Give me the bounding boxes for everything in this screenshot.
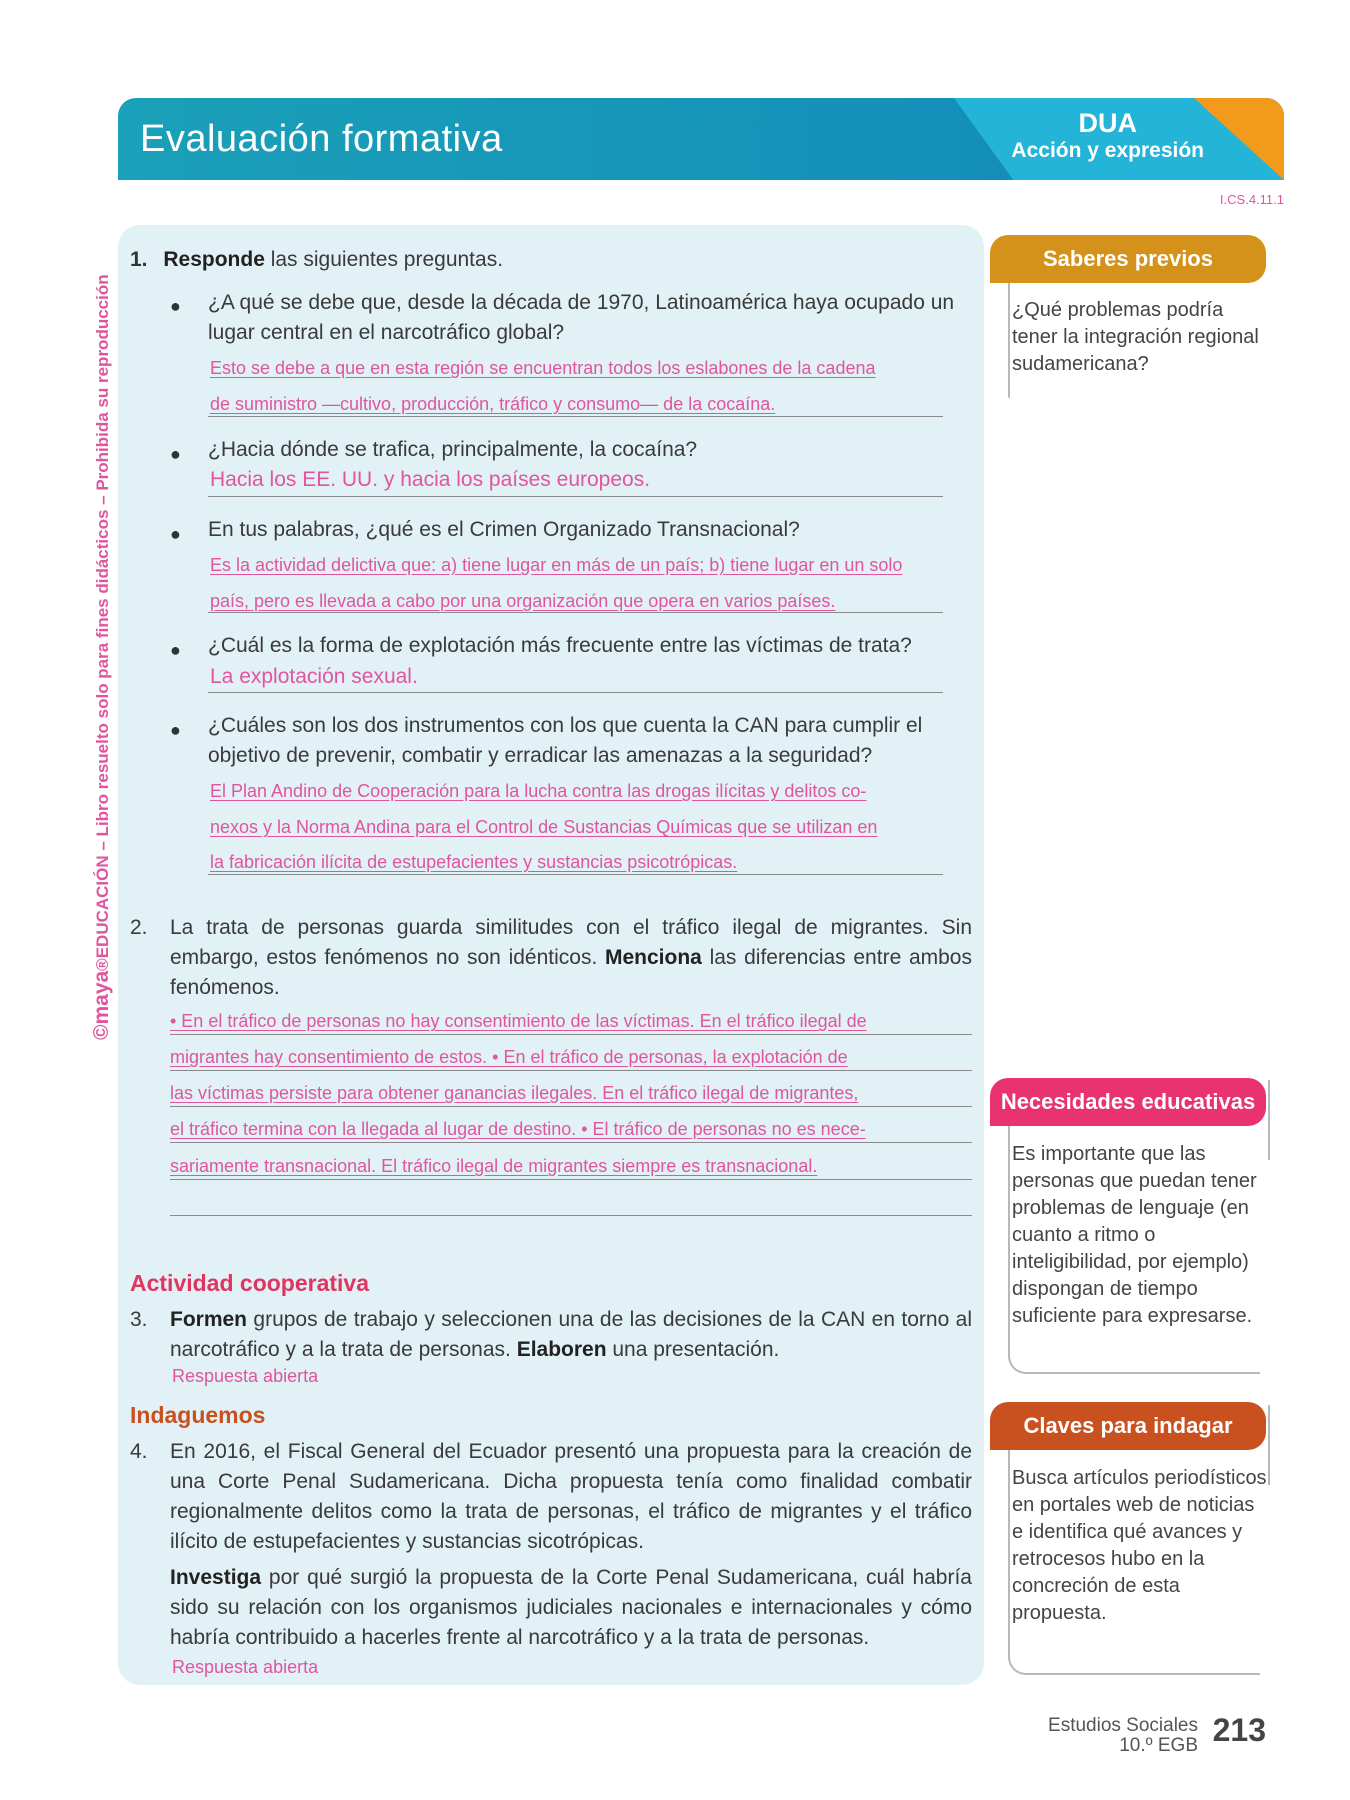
answer-line [208,612,943,613]
question-text: las siguientes preguntas. [264,248,504,271]
bullet-icon: ● [170,640,181,660]
q1-item-3-answer-line-2: país, pero es llevada a cabo por una organización que opera en varios países. [210,591,836,611]
q2-answer-line-3: las víctimas persiste para obtener ganancias ilegales. En el tráfico ilegal de migrantes, [170,1083,859,1103]
q3-answer: Respuesta abierta [172,1366,319,1386]
page-title: Evaluación formativa [140,118,503,160]
page-number: 213 [1212,1712,1266,1748]
q1-item-2-question: ¿Hacia dónde se trafica, principalmente, la cocaína? [208,438,698,461]
question-number: 4. [130,1440,148,1463]
q1-item-5-answer-line-3: la fabricación ilícita de estupefacientes y sustancias psicotrópicas. [210,852,738,872]
dua-label [1011,108,1204,164]
answer-line [208,692,943,693]
q1-item-1-question: ¿A qué se debe que, desde la década de 1970, Latinoamérica haya ocupado un lugar central en el narcotráfico global? [208,291,955,344]
question-4-text: En 2016, el Fiscal General del Ecuador presentó una propuesta para la creación de una Corte Penal Sudamericana. Dicha propuesta tenía como finalidad combatir regionalmente delitos como la trata de personas, el tráfico de migrantes y el tráfico ilícito de estupefacientes y sustancias sicotrópicas. [170,1440,972,1553]
bullet-icon: ● [170,720,181,740]
q2-answer-line-4: el tráfico termina con la llegada al lugar de destino. • El tráfico de personas no es nece- [170,1119,866,1139]
answer-line [170,1034,972,1035]
q2-answer-line-2: migrantes hay consentimiento de estos. • En el tráfico de personas, la explotación de [170,1047,848,1067]
answer-line [170,1179,972,1180]
question-2-end: las diferencias entre ambos fenómenos. [170,946,972,999]
q1-item-5-question: ¿Cuáles son los dos instrumentos con los que cuenta la CAN para cumplir el objetivo de prevenir, combatir y erradicar las amenazas a la seguridad? [208,714,923,767]
dua-title: DUA [1078,108,1137,138]
sidebar-title-research-tips: Claves para indagar [990,1402,1266,1450]
question-4-task [170,1563,972,1653]
side-credit [90,274,114,1040]
answer-line [170,1142,972,1143]
question-4-task-body: por qué surgió la propuesta de la Corte Penal Sudamericana, cuál habría sido su relación con los organismos judiciales nacionales e internacionales y cómo habría contribuido a hacerles frente al narcotráfico y a la trata de personas. [170,1566,972,1649]
question-3-text [170,1305,972,1365]
section-title-cooperative: Actividad cooperativa [130,1270,370,1296]
indicator-code: I.CS.4.11.1 [1219,192,1284,207]
q4-answer: Respuesta abierta [172,1657,319,1677]
q1-item-1-answer-line-2: de suministro —cultivo, producción, tráfico y consumo— de la cocaína. [210,394,776,414]
brand-logo: ©maya [90,970,113,1040]
bullet-icon: ● [170,524,181,544]
question-2-text [170,913,972,1003]
section-title-research: Indaguemos [130,1402,266,1428]
question-number: 3. [130,1308,148,1331]
question-2-intro: La trata de personas guarda similitudes con el tráfico ilegal de migrantes. Sin embargo, estos fenómenos no son idénticos. [170,916,972,969]
q1-item-2-answer: Hacia los EE. UU. y hacia los países europeos. [210,468,651,491]
header-banner [118,98,1284,180]
q1-item-4-answer: La explotación sexual. [210,665,418,688]
bullet-icon: ● [170,444,181,464]
sidebar-text-research-tips: Busca artículos periodísticos en portales web de noticias e identifica qué avances y retrocesos hubo en la concreción de esta propuesta. [1012,1467,1267,1624]
question-verb: Formen [170,1308,248,1331]
credit-text: ®EDUCACIÓN – Libro resuelto solo para fines didácticos – Prohibida su reproducción [93,274,112,971]
q1-item-5-answer-line-1: El Plan Andino de Cooperación para la lucha contra las drogas ilícitas y delitos co- [210,781,867,801]
answer-line [208,874,943,875]
answer-line [208,496,943,497]
question-number: 2. [130,916,148,939]
question-verb: Elaboren [516,1338,607,1361]
footer-grade: 10.º EGB [1119,1735,1198,1756]
answer-line [170,1106,972,1107]
answer-line [208,416,943,417]
q1-item-5-answer-line-2: nexos y la Norma Andina para el Control de Sustancias Químicas que se utilizan en [210,817,878,837]
sidebar-title-prior-knowledge: Saberes previos [990,235,1266,283]
footer-subject [1048,1716,1198,1756]
sidebar-title-educational-needs: Necesidades educativas [990,1078,1266,1126]
question-3-end: una presentación. [606,1338,780,1361]
q1-item-4-question: ¿Cuál es la forma de explotación más frecuente entre las víctimas de trata? [208,634,912,657]
q1-item-1-answer-line-1: Esto se debe a que en esta región se encuentran todos los eslabones de la cadena [210,358,876,378]
answer-line [170,1215,972,1216]
sidebar-text-educational-needs: Es importante que las personas que puedan tener problemas de lenguaje (en cuanto a ritmo o inteligibilidad, por ejemplo) dispongan de tiempo suficiente para expresarse. [1012,1143,1257,1327]
question-verb: Investiga [170,1566,262,1589]
question-3-body: grupos de trabajo y seleccionen una de las decisiones de la CAN en torno al narcotráfico y a la trata de personas. [170,1308,972,1361]
question-1-heading [130,245,503,275]
sidebar-text-prior-knowledge: ¿Qué problemas podría tener la integración regional sudamericana? [1012,299,1259,375]
q1-item-3-answer-line-1: Es la actividad delictiva que: a) tiene lugar en más de un país; b) tiene lugar en un solo [210,555,903,575]
question-number: 1. [130,248,148,271]
footer-subject-name: Estudios Sociales [1048,1715,1198,1736]
bullet-icon: ● [170,296,181,316]
q2-answer-line-5: sariamente transnacional. El tráfico ilegal de migrantes siempre es transnacional. [170,1156,818,1176]
question-verb: Responde [163,248,265,271]
q1-item-3-question: En tus palabras, ¿qué es el Crimen Organizado Transnacional? [208,518,800,541]
question-verb: Menciona [605,946,702,969]
dua-subtitle: Acción y expresión [1011,139,1204,162]
q2-answer-line-1: • En el tráfico de personas no hay consentimiento de las víctimas. En el tráfico ilegal de [170,1011,867,1031]
answer-line [170,1070,972,1071]
